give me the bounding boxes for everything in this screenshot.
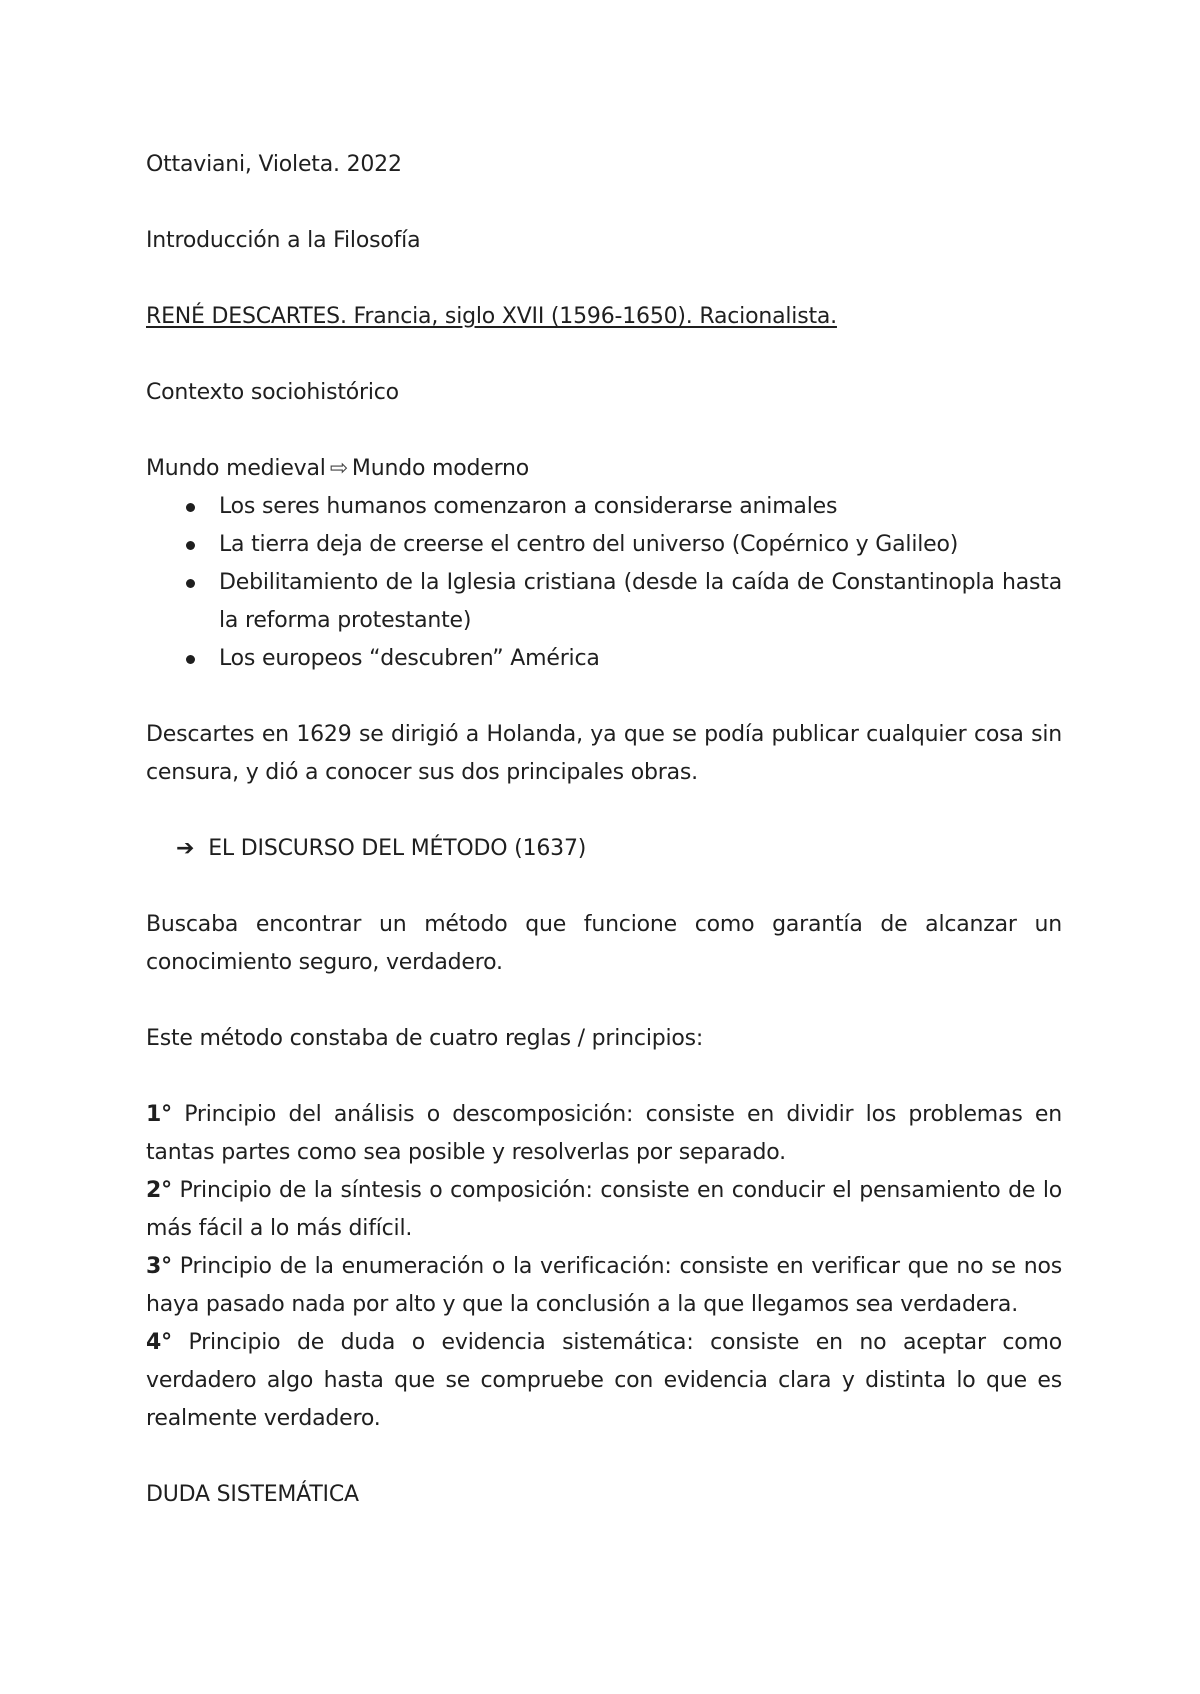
principle-text: Principio de la síntesis o composición: consiste en conducir el pensamiento de lo más fácil a lo más difícil. — [146, 1178, 1062, 1241]
bullet-text: La tierra deja de creerse el centro del universo (Copérnico y Galileo) — [219, 532, 959, 557]
principle-item — [146, 1324, 1062, 1438]
final-heading: DUDA SISTEMÁTICA — [146, 1482, 359, 1507]
list-item — [146, 564, 1062, 640]
principle-number: 4° — [146, 1330, 172, 1355]
bullet-text: Los europeos “descubren” América — [219, 646, 600, 671]
principle-number: 3° — [146, 1254, 172, 1279]
context-heading: Contexto sociohistórico — [146, 380, 399, 405]
principle-item — [146, 1248, 1062, 1324]
work-heading — [146, 830, 1062, 868]
transition-from: Mundo medieval — [146, 456, 326, 481]
principle-number: 2° — [146, 1178, 172, 1203]
principle-item — [146, 1096, 1062, 1172]
course-name: Introducción a la Filosofía — [146, 228, 421, 253]
bullet-text: Debilitamiento de la Iglesia cristiana (desde la caída de Constantinopla hasta la reforma protestante) — [219, 570, 1062, 633]
document-title: RENÉ DESCARTES. Francia, siglo XVII (1596-1650). Racionalista. — [146, 304, 837, 329]
list-item — [146, 640, 1062, 678]
method-paragraph: Buscaba encontrar un método que funcione como garantía de alcanzar un conocimiento seguro, verdadero. — [146, 912, 1062, 975]
holland-paragraph: Descartes en 1629 se dirigió a Holanda, ya que se podía publicar cualquier cosa sin censura, y dió a conocer sus dos principales obras. — [146, 722, 1062, 785]
bullet-text: Los seres humanos comenzaron a considerarse animales — [219, 494, 838, 519]
work-title: EL DISCURSO DEL MÉTODO (1637) — [208, 836, 587, 861]
transition-line — [146, 450, 1062, 488]
document-body — [146, 146, 1062, 1514]
principle-text: Principio del análisis o descomposición: consiste en dividir los problemas en tantas partes como sea posible y resolverlas por separado. — [146, 1102, 1062, 1165]
list-item — [146, 526, 1062, 564]
arrow-icon: ➔ — [176, 836, 195, 861]
principle-text: Principio de duda o evidencia sistemática: consiste en no aceptar como verdadero algo hasta que se compruebe con evidencia clara y distinta lo que es realmente verdadero. — [146, 1330, 1062, 1431]
principle-item — [146, 1172, 1062, 1248]
bullet-icon — [186, 541, 195, 550]
bullet-icon — [186, 579, 195, 588]
context-bullet-list — [146, 488, 1062, 678]
transition-to: Mundo moderno — [351, 456, 530, 481]
principle-number: 1° — [146, 1102, 172, 1127]
author-line: Ottaviani, Violeta. 2022 — [146, 152, 402, 177]
list-item — [146, 488, 1062, 526]
principle-text: Principio de la enumeración o la verificación: consiste en verificar que no se nos haya pasado nada por alto y que la conclusión a la que llegamos sea verdadera. — [146, 1254, 1062, 1317]
rules-intro: Este método constaba de cuatro reglas / principios: — [146, 1026, 704, 1051]
bullet-icon — [186, 655, 195, 664]
right-arrow-icon: ⇨ — [329, 456, 348, 481]
bullet-icon — [186, 503, 195, 512]
